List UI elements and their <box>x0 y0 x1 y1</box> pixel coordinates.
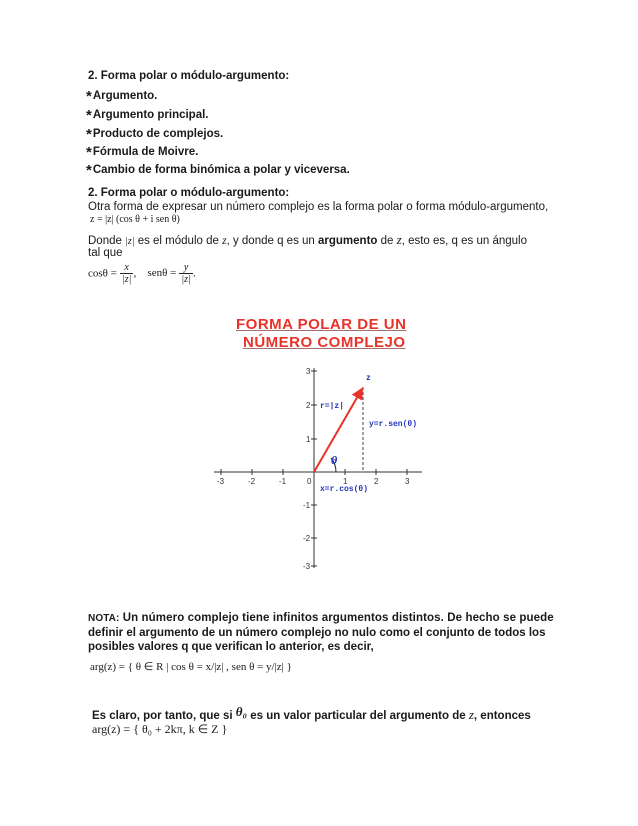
section-heading: 2. Forma polar o módulo-argumento: <box>88 187 290 199</box>
donde-line <box>88 232 527 248</box>
trig-definitions <box>88 262 196 285</box>
y-tick-label: -2 <box>303 534 311 543</box>
x-tick-label: -3 <box>217 477 225 486</box>
y-component-label: y=r.sen(θ) <box>369 420 418 429</box>
x-tick-label: 3 <box>405 477 410 486</box>
donde-word: Donde <box>88 235 122 247</box>
sen-fraction <box>179 262 192 285</box>
theta-label: θ <box>331 453 338 467</box>
bullet-star: * <box>86 88 92 105</box>
menu-heading: 2. Forma polar o módulo-argumento: <box>88 70 290 82</box>
y-tick-label: 2 <box>306 401 311 410</box>
z-label: z <box>366 374 371 383</box>
menu-item-cambio-forma[interactable] <box>86 160 350 177</box>
x-tick-label: 2 <box>374 477 379 486</box>
z-symbol-3: z <box>468 707 474 722</box>
conclusion-text-2: es un valor particular del argumento de <box>250 710 466 722</box>
cos-denominator: |z| <box>121 274 132 285</box>
modulus-symbol: |z| <box>125 236 135 247</box>
menu-item-argumento-principal[interactable] <box>86 105 209 122</box>
donde-mid1: es el módulo de <box>137 235 219 247</box>
nota-line1 <box>88 612 554 624</box>
period: . <box>192 267 196 280</box>
menu-item-producto[interactable] <box>86 124 223 141</box>
x-tick-label: -2 <box>248 477 256 486</box>
de-word: de <box>380 235 394 247</box>
bullet-star: * <box>86 144 92 161</box>
arg-set-formula: arg(z) = { θ ∈ R | cos θ = x/|z| , sen θ = y/|z| } <box>90 661 292 673</box>
polar-diagram <box>200 360 440 575</box>
x-component-label: x=r.cos(θ) <box>320 485 369 494</box>
cos-lhs: cosθ = <box>88 267 117 280</box>
nota-line2: definir el argumento de un número complejo no nulo como el conjunto de todos los <box>88 627 546 639</box>
y-tick-label: 1 <box>306 435 311 444</box>
conclusion-text-3: , entonces <box>473 710 531 722</box>
donde-tail: , esto es, q es un ángulo <box>401 235 528 247</box>
tal-que: tal que <box>88 247 123 259</box>
menu-item-label: Cambio de forma binómica a polar y viceversa. <box>92 164 350 176</box>
conclusion-text-1: Es claro, por tanto, que si <box>92 710 233 722</box>
y-tick-label: 3 <box>306 367 311 376</box>
comma: , <box>133 267 137 280</box>
figure-title-line2: NÚMERO COMPLEJO <box>243 334 406 351</box>
menu-item-label: Argumento. <box>92 90 158 102</box>
bullet-star: * <box>86 107 92 124</box>
modulus-label: r=|z| <box>320 402 345 411</box>
x-tick-label: 0 <box>307 477 312 486</box>
x-tick-label: -1 <box>279 477 287 486</box>
menu-item-moivre[interactable] <box>86 142 198 159</box>
menu-item-argumento[interactable] <box>86 86 157 103</box>
figure-title-line1: FORMA POLAR DE UN <box>236 316 407 333</box>
nota-label: NOTA: <box>88 613 120 624</box>
menu-item-label: Producto de complejos. <box>92 128 224 140</box>
sen-lhs: senθ = <box>147 267 177 280</box>
x-tick-label: 1 <box>343 477 348 486</box>
cos-fraction <box>120 262 133 285</box>
bullet-star: * <box>86 126 92 143</box>
theta-zero: θ₀ <box>235 704 248 719</box>
section-intro: Otra forma de expresar un número complejo es la forma polar o forma módulo-argumento, <box>88 201 549 213</box>
bullet-star: * <box>86 162 92 179</box>
cos-numerator: x <box>124 262 129 273</box>
conclusion-line <box>92 704 531 723</box>
nota-line3: posibles valores q que verifican lo anterior, es decir, <box>88 641 374 653</box>
y-tick-label: -1 <box>303 501 311 510</box>
nota-text-1: Un número complejo tiene infinitos argumentos distintos. De hecho se puede <box>122 612 554 624</box>
menu-item-label: Argumento principal. <box>92 109 209 121</box>
y-tick-label: -3 <box>303 562 311 571</box>
argumento-term: argumento <box>318 235 378 247</box>
polar-formula: z = |z| (cos θ + i sen θ) <box>90 214 180 225</box>
donde-mid2: , y donde q es un <box>226 235 315 247</box>
sen-numerator: y <box>183 262 189 273</box>
z-symbol: z <box>222 235 227 247</box>
menu-item-label: Fórmula de Moivre. <box>92 146 199 158</box>
z-symbol-2: z <box>396 232 402 247</box>
sen-denominator: |z| <box>181 274 191 285</box>
arg-general-formula: arg(z) = { θ₀ + 2kπ, k ∈ Z } <box>92 722 228 736</box>
